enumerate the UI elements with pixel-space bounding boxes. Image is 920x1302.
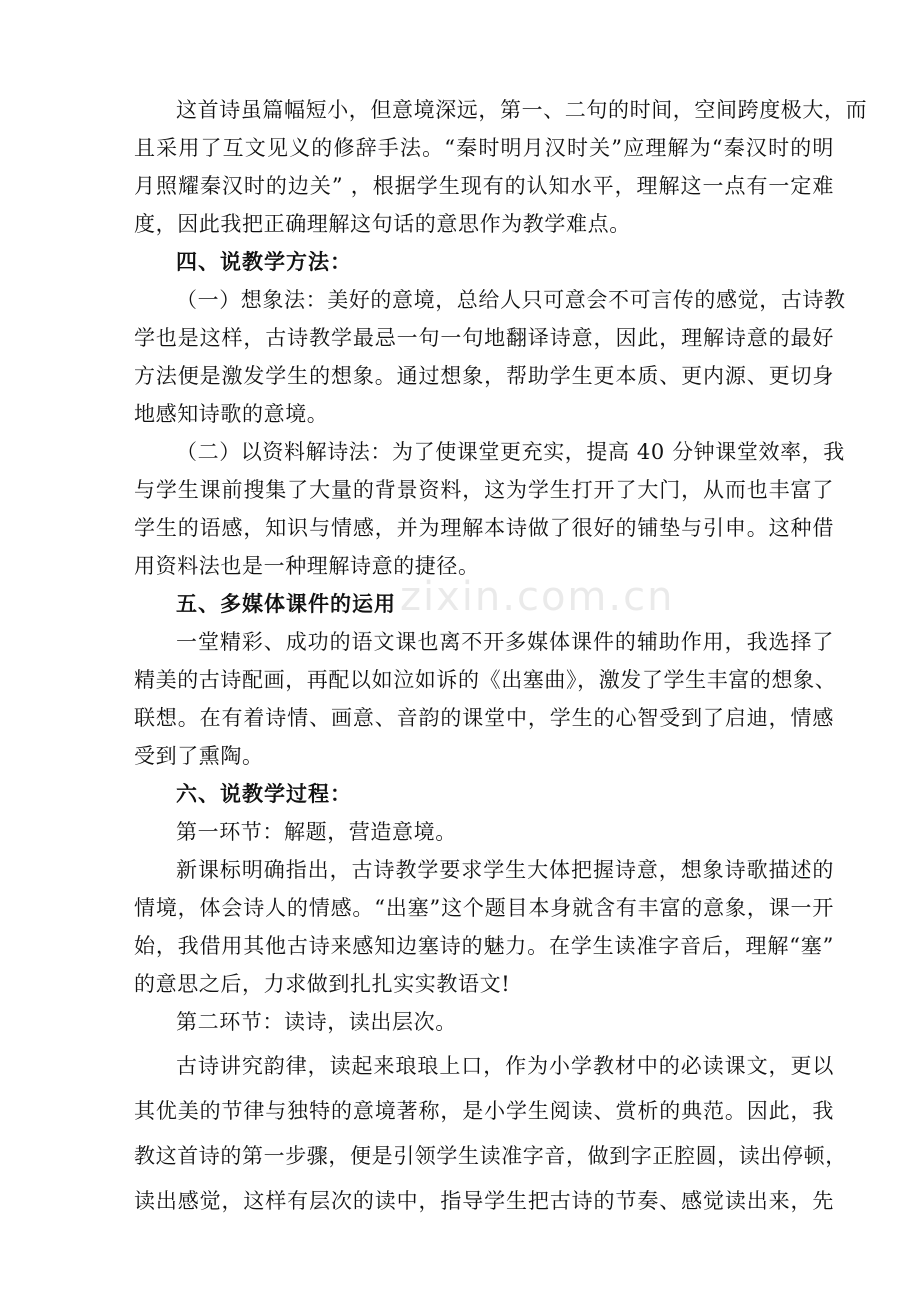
text-line: 新课标明确指出，古诗教学要求学生大体把握诗意，想象诗歌描述的 [176,858,834,882]
text-line: 学生的语感，知识与情感，并为理解本诗做了很好的铺垫与引申。这种借 [134,516,834,540]
text-line: 精美的古诗配画，再配以如泣如诉的《出塞曲》，激发了学生丰富的想象、 [134,668,837,692]
text-line [176,436,845,466]
method-label: （二）以资料解诗法 [176,440,371,464]
text-line: 读出感觉，这样有层次的读中，指导学生把古诗的节奏、感觉读出来，先 [134,1189,834,1213]
text-line: 教这首诗的第一步骤，便是引领学生读准字音，做到字正腔圆，读出停顿， [134,1144,847,1168]
text-line: 始，我借用其他古诗来感知边塞诗的魅力。在学生读准字音后，理解“塞” [134,934,834,958]
text-line: 情境，体会诗人的情感。“出塞”这个题目本身就含有丰富的意象，课一开 [134,896,834,920]
text-line: 方法便是激发学生的想象。通过想象，帮助学生更本质、更内源、更切身 [134,364,834,388]
section-heading: 六、说教学过程： [176,782,352,806]
method-label: （一）想象法 [176,288,306,312]
text-line: 用资料法也是一种理解诗意的捷径。 [134,554,480,578]
text-line: 月照耀秦汉时的边关” ，根据学生现有的认知水平，理解这一点有一定难 [134,174,834,198]
text-line: 一堂精彩、成功的语文课也离不开多媒体课件的辅助作用，我选择了 [176,630,834,654]
text-segment: ：为了使课堂更充实，提高 40 分钟课堂效率，我 [370,440,845,464]
section-heading: 五、多媒体课件的运用 [176,592,396,616]
text-line: 古诗讲究韵律，读起来琅琅上口，作为小学教材中的必读课文，更以 [176,1054,834,1078]
text-line: 学也是这样，古诗教学最忌一句一句地翻译诗意，因此，理解诗意的最好 [134,326,834,350]
watermark: zixin.com.cn [400,574,675,620]
text-segment: ：美好的意境，总给人只可意会不可言传的感觉，古诗教 [305,288,846,312]
subsection-heading: 第二环节：读诗，读出层次。 [176,1010,457,1034]
text-line: 这首诗虽篇幅短小，但意境深远，第一、二句的时间，空间跨度极大，而 [176,98,868,122]
text-line: 受到了熏陶。 [134,744,264,768]
section-heading: 四、说教学方法： [176,250,352,274]
subsection-heading: 第一环节：解题，营造意境。 [176,820,457,844]
text-line: 地感知诗歌的意境。 [134,402,329,426]
text-line: 其优美的节律与独特的意境著称，是小学生阅读、赏析的典范。因此，我 [134,1099,834,1123]
text-line: 的意思之后，力求做到扎扎实实教语文! [134,972,511,996]
text-line: 且采用了互文见义的修辞手法。“秦时明月汉时关”应理解为“秦汉时的明 [134,136,834,160]
text-line: 联想。在有着诗情、画意、音韵的课堂中，学生的心智受到了启迪，情感 [134,706,834,730]
text-line: 度，因此我把正确理解这句话的意思作为教学难点。 [134,212,631,236]
text-line [176,284,846,314]
text-line: 与学生课前搜集了大量的背景资料，这为学生打开了大门，从而也丰富了 [134,478,834,502]
